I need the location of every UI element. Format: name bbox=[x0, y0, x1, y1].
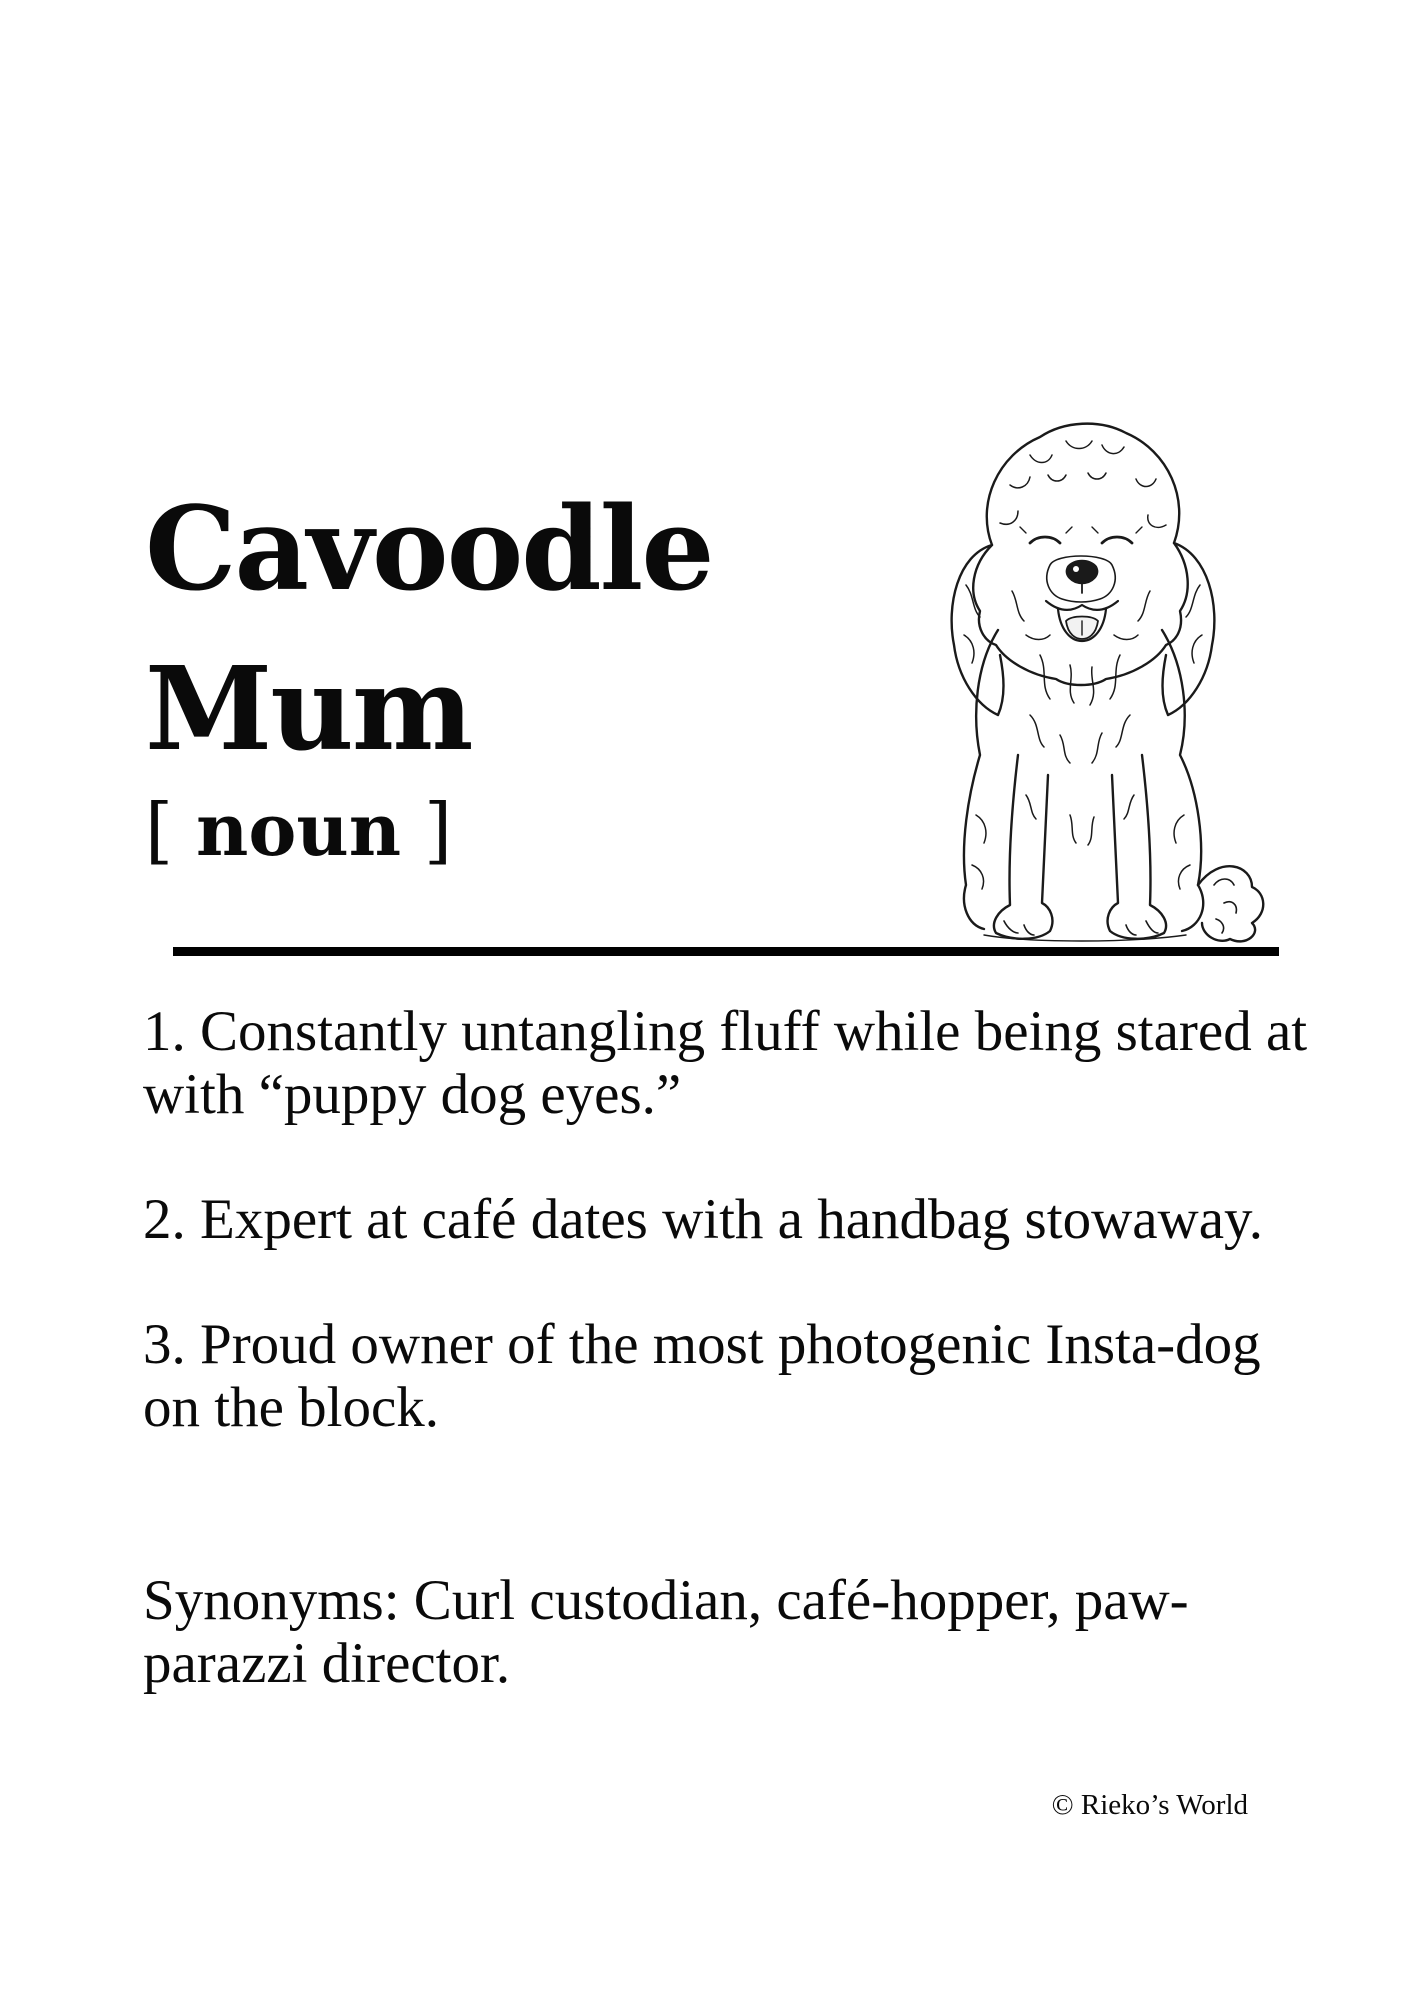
part-of-speech bbox=[145, 787, 453, 872]
divider-rule bbox=[173, 947, 1279, 956]
copyright-notice: © Rieko’s World bbox=[1051, 1789, 1248, 1821]
definition-1: 1. Constantly untangling fluff while being stared at with “puppy dog eyes.” bbox=[143, 1000, 1308, 1126]
entry-title bbox=[145, 470, 865, 790]
pos-open-bracket: [ bbox=[145, 788, 174, 872]
definition-list bbox=[143, 1000, 1323, 1501]
synonyms-text: Synonyms: Curl custodian, café-hopper, paw-parazzi director. bbox=[143, 1569, 1189, 1695]
entry-title-line-1: Cavoodle bbox=[145, 482, 713, 617]
entry-title-line-2: Mum bbox=[145, 642, 472, 777]
definition-2: 2. Expert at café dates with a handbag stowaway. bbox=[143, 1188, 1264, 1251]
definition-3: 3. Proud owner of the most photogenic Insta-dog on the block. bbox=[143, 1313, 1261, 1439]
pos-close-bracket: ] bbox=[423, 788, 453, 872]
pos-word: noun bbox=[195, 787, 402, 872]
cavoodle-dog-illustration bbox=[880, 415, 1280, 955]
